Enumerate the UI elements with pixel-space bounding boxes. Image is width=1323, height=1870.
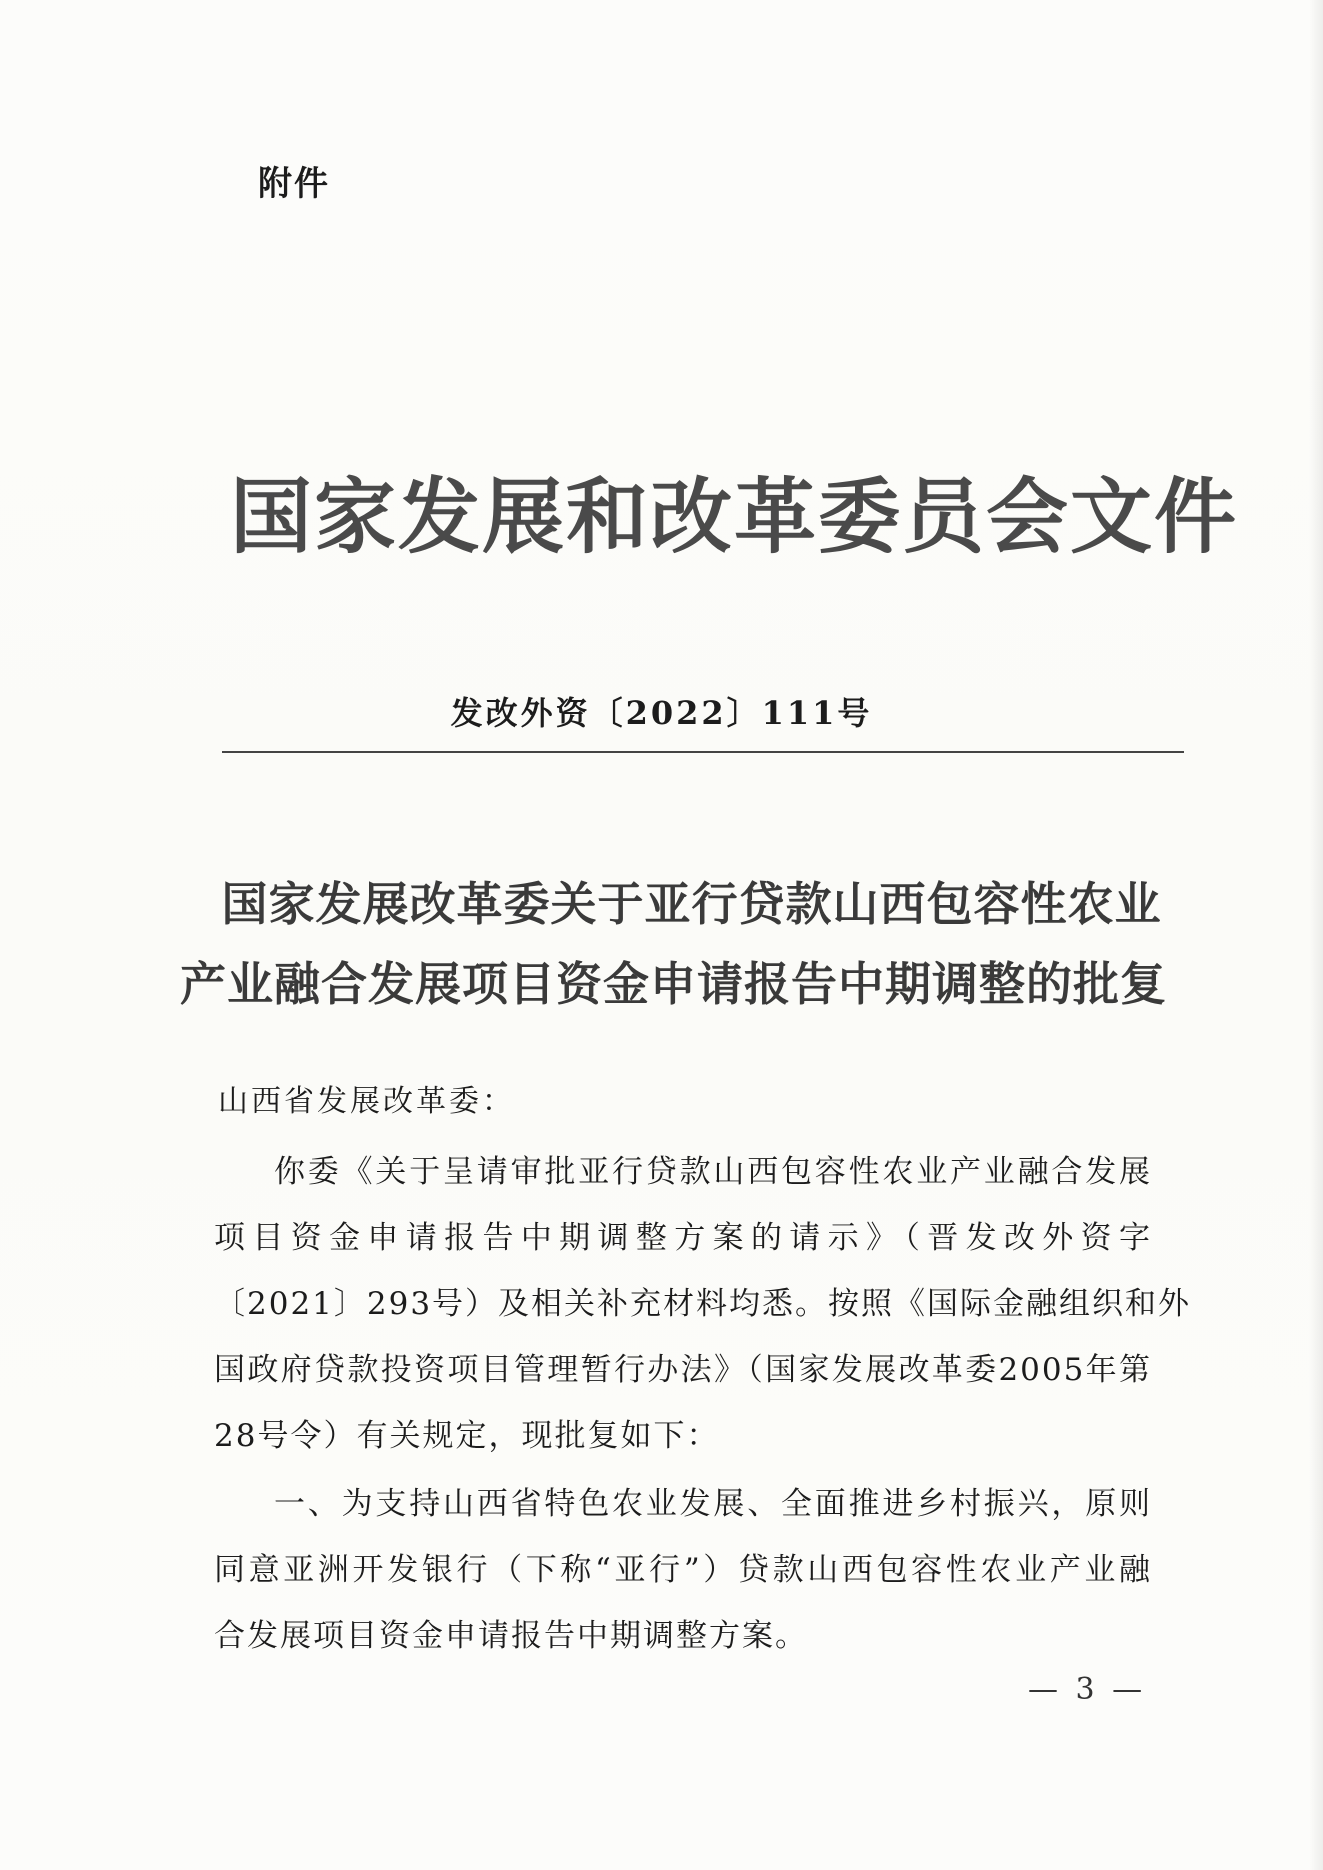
body-line-7: 同意亚洲开发银行（下称“亚行”）贷款山西包容性农业产业融: [214, 1552, 1152, 1588]
attachment-label: 附件: [258, 164, 330, 204]
body-line-3: 〔2021〕293号）及相关补充材料均悉。按照《国际金融组织和外: [214, 1286, 1192, 1322]
body-line-4: 国政府贷款投资项目管理暂行办法》（国家发展改革委2005年第: [214, 1352, 1152, 1388]
body-line-5: 28号令）有关规定，现批复如下：: [214, 1418, 720, 1454]
body-line-2: 项目资金申请报告中期调整方案的请示》（晋发改外资字: [214, 1220, 1152, 1256]
page-number: — 3 —: [1028, 1672, 1147, 1707]
document-title-line-2: 产业融合发展项目资金申请报告中期调整的批复: [180, 957, 1167, 1011]
scan-edge-shadow: [1309, 0, 1323, 1870]
document-title-line-1: 国家发展改革委关于亚行贷款山西包容性农业: [221, 877, 1162, 931]
body-line-6: 一、为支持山西省特色农业发展、全面推进乡村振兴，原则: [274, 1486, 1152, 1522]
document-header: 国家发展和改革委员会文件: [230, 469, 1239, 565]
body-line-1: 你委《关于呈请审批亚行贷款山西包容性农业产业融合发展: [274, 1154, 1152, 1190]
document-number: 发改外资〔2022〕111号: [450, 694, 873, 732]
salutation: 山西省发展改革委：: [218, 1084, 515, 1119]
body-line-8: 合发展项目资金申请报告中期调整方案。: [214, 1618, 808, 1654]
header-rule: [222, 751, 1184, 753]
